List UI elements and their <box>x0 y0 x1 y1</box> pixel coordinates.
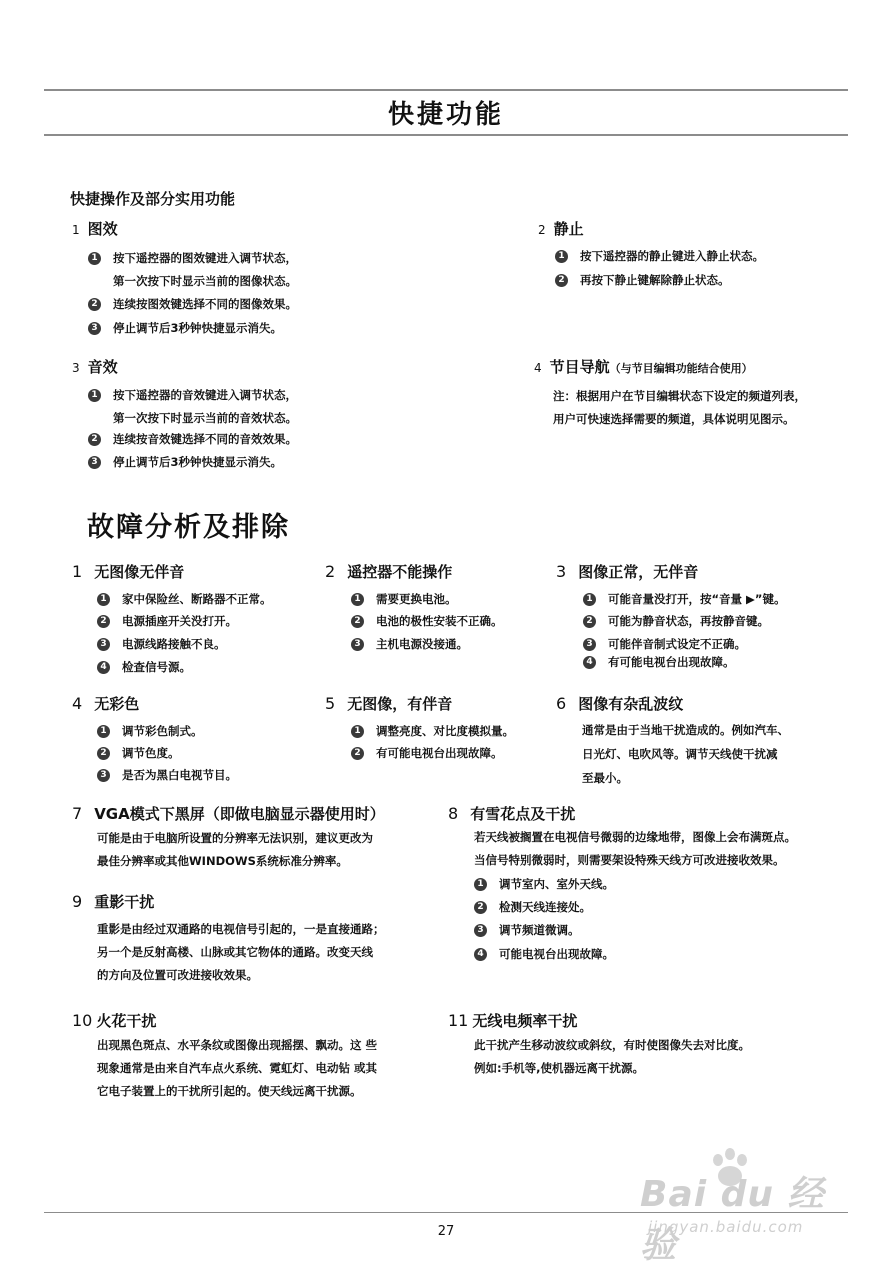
circled-number-icon: 3 <box>88 322 101 335</box>
list-item: 4 有可能电视台出现故障。 <box>583 654 735 670</box>
footer-rule <box>44 1212 848 1213</box>
list-item: 3 是否为黑白电视节目。 <box>97 767 237 783</box>
list-item: 2 连续按图效键选择不同的图像效果。 <box>88 296 297 312</box>
list-item: 1 家中保险丝、断路器不正常。 <box>97 591 272 607</box>
list-item-continuation: 第一次按下时显示当前的音效状态。 <box>113 411 297 425</box>
section-number: 5 <box>325 694 336 713</box>
section-number: 7 <box>72 804 83 823</box>
circled-number-icon: 2 <box>555 274 568 287</box>
body-line: 重影是由经过双通路的电视信号引起的，一是直接通路； <box>97 922 385 936</box>
list-item: 3 调节频道微调。 <box>474 922 580 938</box>
body-line: 至最小。 <box>582 771 628 785</box>
section-title: 无线电频率干扰 <box>472 1012 578 1030</box>
circled-number-icon: 2 <box>351 615 364 628</box>
body-line: 日光灯、电吹风等。调节天线使干扰减 <box>582 747 778 761</box>
list-item: 1 调节室内、室外天线。 <box>474 876 614 892</box>
section-number: 8 <box>448 804 459 823</box>
section-title: 音效 <box>87 358 118 376</box>
fault-heading-6 <box>556 693 683 714</box>
circled-number-icon: 2 <box>97 615 110 628</box>
body-line: 最佳分辨率或其他WINDOWS系统标准分辨率。 <box>97 854 348 868</box>
note-line: 用户可快速选择需要的频道，具体说明见图示。 <box>553 412 795 426</box>
quick-heading-1 <box>72 218 118 239</box>
circled-number-icon: 3 <box>97 638 110 651</box>
quick-heading-3 <box>72 356 118 377</box>
circled-number-icon: 2 <box>474 901 487 914</box>
section-number: 1 <box>72 223 80 237</box>
page-number: 27 <box>437 1224 455 1239</box>
fault-heading-10 <box>72 1010 156 1031</box>
section-number: 11 <box>448 1011 469 1030</box>
top-rule <box>44 89 848 91</box>
list-item: 3 停止调节后3秒钟快捷显示消失。 <box>88 320 282 336</box>
circled-number-icon: 3 <box>474 924 487 937</box>
section-number: 2 <box>325 562 336 581</box>
list-item: 2 可能为静音状态，再按静音键。 <box>583 613 769 629</box>
body-line: 通常是由于当地干扰造成的。例如汽车、 <box>582 723 789 737</box>
watermark-site: jingyan.baidu.com <box>648 1218 804 1236</box>
section-title: 火花干扰 <box>96 1012 157 1030</box>
circled-number-icon: 3 <box>583 638 596 651</box>
body-line: 它电子装置上的干扰所引起的。使天线远离干扰源。 <box>97 1084 362 1098</box>
circled-number-icon: 3 <box>88 456 101 469</box>
circled-number-icon: 2 <box>351 747 364 760</box>
section-number: 10 <box>72 1011 93 1030</box>
circled-number-icon: 1 <box>88 389 101 402</box>
section-title: 节目导航 <box>549 358 610 376</box>
list-item: 1 调整亮度、对比度模拟量。 <box>351 723 514 739</box>
fault-section-title: 故障分析及排除 <box>87 512 290 543</box>
fault-heading-2 <box>325 561 452 582</box>
section-number: 4 <box>534 361 542 375</box>
section-number: 4 <box>72 694 83 713</box>
list-item: 2 再按下静止键解除静止状态。 <box>555 272 730 288</box>
body-line: 例如:手机等,使机器远离干扰源。 <box>474 1061 644 1075</box>
fault-heading-8 <box>448 803 575 824</box>
title-rule <box>44 134 848 136</box>
section-title: 无图像无伴音 <box>94 563 185 581</box>
section-title: 无彩色 <box>94 695 140 713</box>
circled-number-icon: 2 <box>88 433 101 446</box>
section-number: 1 <box>72 562 83 581</box>
list-item: 4 可能电视台出现故障。 <box>474 946 614 962</box>
fault-heading-11 <box>448 1010 577 1031</box>
section-title: 静止 <box>553 220 584 238</box>
list-item: 3 停止调节后3秒钟快捷显示消失。 <box>88 454 282 470</box>
page-title: 快捷功能 <box>387 100 504 130</box>
circled-number-icon: 1 <box>351 593 364 606</box>
circled-number-icon: 1 <box>88 252 101 265</box>
note-line: 注：根据用户在节目编辑状态下设定的频道列表， <box>553 389 806 403</box>
list-item: 2 连续按音效键选择不同的音效效果。 <box>88 431 297 447</box>
body-line: 此干扰产生移动波纹或斜纹，有时使图像失去对比度。 <box>474 1038 750 1052</box>
fault-heading-3 <box>556 561 698 582</box>
circled-number-icon: 1 <box>97 593 110 606</box>
circled-number-icon: 3 <box>351 638 364 651</box>
list-item: 2 电池的极性安装不正确。 <box>351 613 503 629</box>
circled-number-icon: 4 <box>583 656 596 669</box>
section-number: 3 <box>556 562 567 581</box>
body-line: 若天线被搁置在电视信号微弱的边缘地带，图像上会布满斑点。 <box>474 830 796 844</box>
list-item: 1 按下遥控器的音效键进入调节状态， <box>88 387 297 403</box>
list-item: 2 有可能电视台出现故障。 <box>351 745 503 761</box>
circled-number-icon: 1 <box>583 593 596 606</box>
body-line: 当信号特别微弱时，则需要架设特殊天线方可改进接收效果。 <box>474 853 785 867</box>
list-item: 2 检测天线连接处。 <box>474 899 591 915</box>
section-title: 无图像，有伴音 <box>347 695 453 713</box>
circled-number-icon: 4 <box>474 948 487 961</box>
list-item: 1 可能音量没打开，按“音量 ▶”键。 <box>583 591 785 607</box>
list-item: 2 电源插座开关没打开。 <box>97 613 237 629</box>
circled-number-icon: 1 <box>555 250 568 263</box>
quick-heading-2 <box>538 218 584 239</box>
fault-heading-5 <box>325 693 452 714</box>
section-number: 3 <box>72 361 80 375</box>
list-item: 1 需要更换电池。 <box>351 591 457 607</box>
list-item: 2 调节色度。 <box>97 745 180 761</box>
list-item-continuation: 第一次按下时显示当前的图像状态。 <box>113 274 297 288</box>
circled-number-icon: 1 <box>97 725 110 738</box>
section-number: 6 <box>556 694 567 713</box>
list-item: 3 可能伴音制式设定不正确。 <box>583 636 746 652</box>
circled-number-icon: 1 <box>351 725 364 738</box>
fault-heading-4 <box>72 693 139 714</box>
section-title: 图效 <box>87 220 118 238</box>
section-note: （与节目编辑功能结合使用） <box>609 362 753 375</box>
circled-number-icon: 2 <box>97 747 110 760</box>
body-line: 另一个是反射高楼、山脉或其它物体的通路。改变天线 <box>97 945 373 959</box>
section-title: VGA模式下黑屏（即做电脑显示器使用时） <box>94 805 385 823</box>
section-title: 图像正常，无伴音 <box>578 563 699 581</box>
section-title: 图像有杂乱波纹 <box>578 695 684 713</box>
body-line: 的方向及位置可改进接收效果。 <box>97 968 258 982</box>
list-item: 1 按下遥控器的图效键进入调节状态， <box>88 250 297 266</box>
fault-heading-9 <box>72 891 154 912</box>
circled-number-icon: 2 <box>583 615 596 628</box>
section-title: 重影干扰 <box>94 893 155 911</box>
circled-number-icon: 3 <box>97 769 110 782</box>
circled-number-icon: 4 <box>97 661 110 674</box>
watermark-brand: Bai du 经验 <box>640 1174 825 1266</box>
list-item: 3 电源线路接触不良。 <box>97 636 226 652</box>
list-item: 1 调节彩色制式。 <box>97 723 203 739</box>
circled-number-icon: 1 <box>474 878 487 891</box>
list-item: 4 检查信号源。 <box>97 659 191 675</box>
list-item: 1 按下遥控器的静止键进入静止状态。 <box>555 248 764 264</box>
body-line: 可能是由于电脑所设置的分辨率无法识别，建议更改为 <box>97 831 373 845</box>
section-number: 2 <box>538 223 546 237</box>
section-title: 遥控器不能操作 <box>347 563 453 581</box>
quick-heading-4 <box>534 356 753 377</box>
section-title: 有雪花点及干扰 <box>470 805 576 823</box>
fault-heading-7 <box>72 803 385 824</box>
section-number: 9 <box>72 892 83 911</box>
fault-heading-1 <box>72 561 184 582</box>
list-item: 3 主机电源没接通。 <box>351 636 468 652</box>
body-line: 现象通常是由来自汽车点火系统、霓虹灯、电动钻 或其 <box>97 1061 378 1075</box>
circled-number-icon: 2 <box>88 298 101 311</box>
section-subtitle: 快捷操作及部分实用功能 <box>70 190 236 208</box>
body-line: 出现黑色斑点、水平条纹或图像出现摇摆、飘动。这 些 <box>97 1038 378 1052</box>
